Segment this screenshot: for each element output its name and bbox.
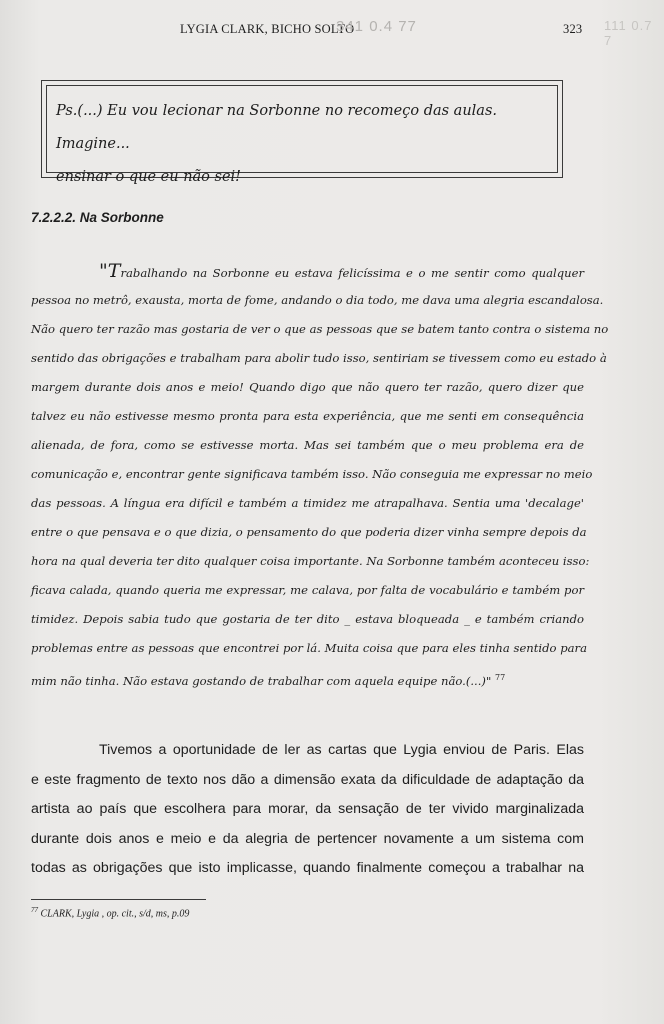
- quote-line: comunicação e, encontrar gente significava também isso. Não conseguia me expressar no meio: [31, 467, 593, 481]
- quote-line: margem durante dois anos e meio! Quando digo que não quero ter razão, quero dizer que: [31, 380, 584, 394]
- pencil-annotation-right: 111 0.7 7: [604, 18, 653, 48]
- footnote-text: CLARK, Lygia , op. cit., s/d, ms, p.09: [40, 908, 190, 920]
- body-line: durante dois anos e meio e da alegria de pertencer novamente a um sistema com: [31, 830, 584, 847]
- ps-note-text: [56, 95, 536, 194]
- page-number: 323: [563, 22, 583, 36]
- quote-line: talvez eu não estivesse mesmo pronta para esta experiência, que me senti em consequência: [31, 409, 584, 423]
- quote-line: [31, 257, 584, 286]
- running-header: [0, 18, 664, 48]
- quote-line: ficava calada, quando queria me expressar, me calava, por falta de vocabulário e também por: [31, 583, 584, 597]
- quote-line: alienada, de fora, como se estivesse morta. Mas sei também que o meu problema era de: [31, 438, 584, 452]
- quote-line: Não quero ter razão mas gostaria de ver o que as pessoas que se batem tanto contra o sistema no: [31, 322, 609, 336]
- block-quote: [31, 257, 609, 692]
- quote-line: problemas entre as pessoas que encontrei por lá. Muita coisa que para eles tinha sentido para: [31, 641, 588, 655]
- quote-line-text: mim não tinha. Não estava gostando de trabalhar com aquela equipe não.(...)": [31, 673, 492, 688]
- body-paragraph: [31, 736, 584, 884]
- quote-line: [31, 663, 584, 692]
- ps-note-line-1: Ps.(...) Eu vou lecionar na Sorbonne no recomeço das aulas. Imagine...: [56, 103, 497, 152]
- quote-line: entre o que pensava e o que dizia, o pensamento do que poderia dizer vinha sempre depois da: [31, 525, 587, 539]
- running-title: LYGIA CLARK, BICHO SOLTO: [180, 22, 355, 36]
- ps-note-box: [41, 80, 563, 185]
- footnote: [31, 906, 189, 919]
- footnote-divider: [31, 899, 206, 900]
- quote-line: timidez. Depois sabia tudo que gostaria de ter dito _ estava bloqueada _ e também criando: [31, 612, 584, 626]
- body-line: Tivemos a oportunidade de ler as cartas que Lygia enviou de Paris. Elas: [99, 742, 584, 758]
- quote-line: pessoa no metrô, exausta, morta de fome, andando o dia todo, me dava uma alegria escandalosa.: [31, 293, 604, 307]
- quote-open-mark: ": [99, 260, 108, 282]
- body-line: e este fragmento de texto nos dão a dimensão exata da dificuldade de adaptação da: [31, 771, 584, 788]
- pencil-annotation: 341 0.4 77: [336, 18, 417, 35]
- quote-line: das pessoas. A língua era difícil e também a timidez me atrapalhava. Sentia uma 'decalage': [31, 496, 584, 510]
- quote-line: sentido das obrigações e trabalham para abolir tudo isso, sentiriam se tivessem como eu estado à: [31, 351, 607, 365]
- quote-line-text: rabalhando na Sorbonne eu estava felicíssima e o me sentir como qualquer: [120, 266, 584, 280]
- footnote-reference: 77: [494, 673, 506, 682]
- ps-note-line-2: ensinar o que eu não sei!: [56, 169, 242, 185]
- footnote-number: 77: [31, 906, 38, 914]
- drop-letter: T: [107, 260, 121, 282]
- section-heading: 7.2.2.2. Na Sorbonne: [31, 210, 164, 225]
- body-line: artista ao país que escolhera para morar, da sensação de ter vivido marginalizada: [31, 801, 584, 817]
- quote-line: hora na qual deveria ter dito qualquer coisa importante. Na Sorbonne também aconteceu isso:: [31, 554, 590, 568]
- body-line: todas as obrigações que isto implicasse, quando finalmente começou a trabalhar na: [31, 860, 584, 876]
